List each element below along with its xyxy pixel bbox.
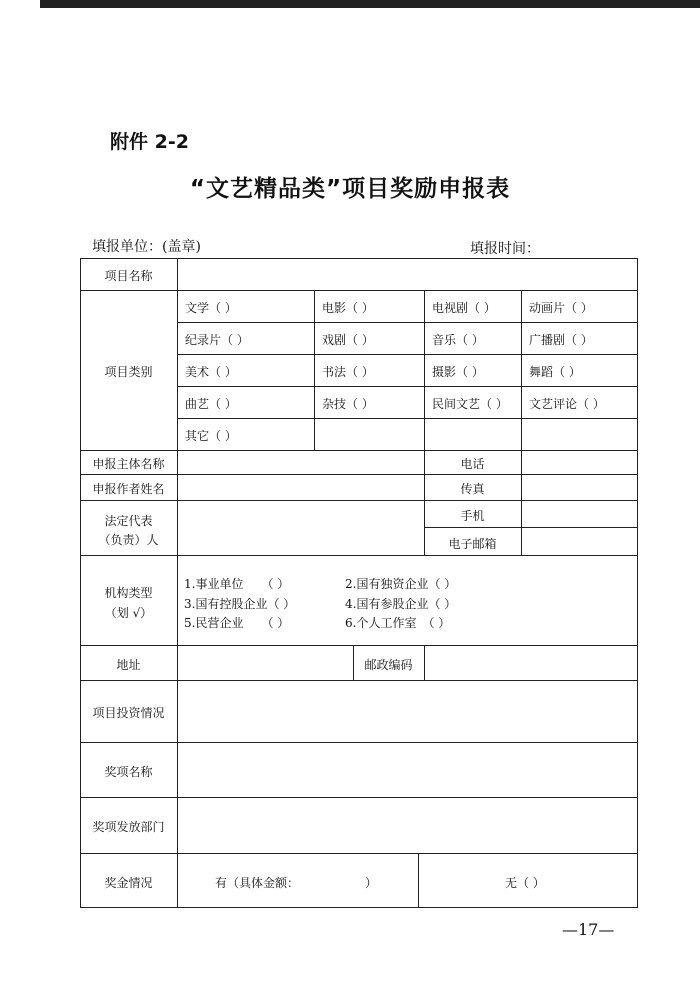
form-title: “文艺精品类”项目奖励申报表	[189, 176, 511, 202]
filling-time-label: 填报时间：	[470, 241, 540, 257]
category-option-tv-drama[interactable]: 电视剧（ ）	[432, 301, 496, 315]
filling-unit-label: 填报单位：(盖章)	[92, 239, 201, 255]
row-divider	[80, 555, 638, 556]
org-type-option-state-owned[interactable]: 2.国有独资企业（ ）	[345, 577, 457, 591]
project-name-field[interactable]	[179, 260, 636, 288]
category-option-animation[interactable]: 动画片（ ）	[529, 301, 593, 315]
investment-label: 项目投资情况	[92, 706, 165, 720]
project-category-label: 项目类别	[104, 365, 153, 379]
applicant-name-field[interactable]	[179, 452, 422, 472]
category-option-film[interactable]: 电影（ ）	[322, 301, 374, 315]
org-type-option-state-shareholding[interactable]: 4.国有参股企业（ ）	[345, 597, 457, 611]
row-divider	[80, 680, 638, 681]
category-option-calligraphy[interactable]: 书法（ ）	[322, 365, 374, 379]
address-field[interactable]	[179, 647, 351, 678]
row-divider	[80, 474, 638, 475]
category-option-folk-literature-art[interactable]: 民间文艺（ ）	[432, 397, 508, 411]
col-divider	[314, 290, 315, 450]
phone-label: 电话	[460, 457, 485, 471]
col-divider	[418, 853, 419, 908]
org-type-option-private[interactable]: 5.民营企业 （ ）	[184, 616, 290, 630]
email-label: 电子邮箱	[448, 537, 497, 551]
postcode-label: 邮政编码	[364, 658, 413, 672]
award-department-label: 奖项发放部门	[92, 820, 165, 834]
category-option-photography[interactable]: 摄影（ ）	[432, 365, 484, 379]
org-type-option-public-institution[interactable]: 1.事业单位 （ ）	[184, 577, 290, 591]
row-divider	[80, 500, 638, 501]
category-option-art-criticism[interactable]: 文艺评论（ ）	[529, 397, 605, 411]
postcode-field[interactable]	[426, 647, 636, 678]
row-divider	[80, 742, 638, 743]
author-name-field[interactable]	[179, 476, 422, 498]
attachment-label: 附件 2-2	[110, 131, 189, 153]
award-name-label: 奖项名称	[104, 765, 153, 779]
legal-representative-label-line1: 法定代表	[104, 514, 153, 528]
row-divider	[80, 797, 638, 798]
org-type-label-line1: 机构类型	[104, 586, 153, 600]
org-type-label-line2: （划 √）	[104, 606, 153, 620]
org-type-option-state-controlled[interactable]: 3.国有控股企业（ ）	[184, 597, 296, 611]
project-name-label: 项目名称	[104, 269, 153, 283]
category-option-other[interactable]: 其它（ ）	[185, 429, 237, 443]
page-number: —17—	[562, 920, 615, 939]
category-option-folk-art-performance[interactable]: 曲艺（ ）	[185, 397, 237, 411]
phone-field[interactable]	[523, 452, 636, 472]
row-divider	[80, 450, 638, 451]
legal-representative-label-line2: （负责）人	[98, 533, 159, 547]
contact-divider	[424, 527, 638, 528]
category-option-music[interactable]: 音乐（ ）	[432, 333, 484, 347]
bonus-yes-option[interactable]: 有（具体金额： ）	[215, 876, 378, 890]
email-field[interactable]	[523, 529, 636, 553]
bonus-label: 奖金情况	[104, 876, 153, 890]
org-type-option-personal-studio[interactable]: 6.个人工作室 （ ）	[345, 616, 451, 630]
col-divider	[521, 290, 522, 555]
category-divider	[177, 418, 638, 419]
category-divider	[177, 354, 638, 355]
category-divider	[177, 322, 638, 323]
award-department-field[interactable]	[179, 799, 636, 851]
bonus-no-option[interactable]: 无（ ）	[505, 876, 545, 890]
award-name-field[interactable]	[179, 744, 636, 795]
address-label: 地址	[116, 658, 141, 672]
row-divider	[80, 645, 638, 646]
legal-representative-field[interactable]	[179, 502, 422, 553]
category-option-fine-arts[interactable]: 美术（ ）	[185, 365, 237, 379]
category-divider	[177, 386, 638, 387]
investment-field[interactable]	[179, 682, 636, 740]
category-option-documentary[interactable]: 纪录片（ ）	[185, 333, 249, 347]
col-divider	[177, 258, 178, 908]
category-option-literature[interactable]: 文学（ ）	[185, 301, 237, 315]
col-divider	[424, 645, 425, 680]
row-divider	[80, 290, 638, 291]
author-name-label: 申报作者姓名	[92, 482, 165, 496]
mobile-label: 手机	[460, 509, 485, 523]
row-divider	[80, 853, 638, 854]
fax-label: 传真	[460, 482, 485, 496]
fax-field[interactable]	[523, 476, 636, 498]
category-option-theatre[interactable]: 戏剧（ ）	[322, 333, 374, 347]
applicant-name-label: 申报主体名称	[92, 457, 165, 471]
category-option-dance[interactable]: 舞蹈（ ）	[529, 365, 581, 379]
category-option-radio-drama[interactable]: 广播剧（ ）	[529, 333, 593, 347]
category-option-acrobatics[interactable]: 杂技（ ）	[322, 397, 374, 411]
mobile-field[interactable]	[523, 502, 636, 525]
top-border-bar	[40, 0, 700, 8]
